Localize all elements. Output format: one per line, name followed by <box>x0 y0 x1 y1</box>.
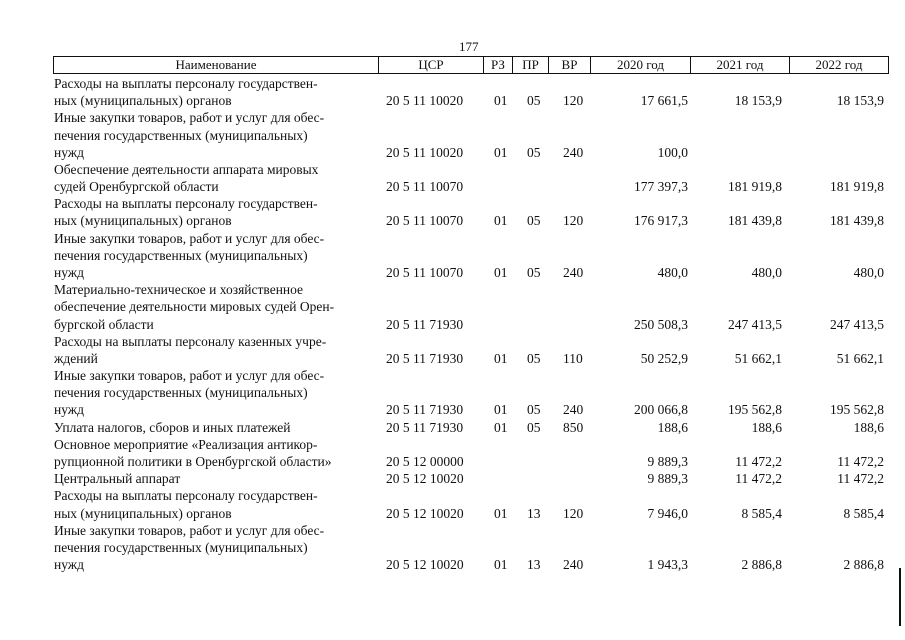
row-csr: 20 5 11 71930 <box>386 402 464 418</box>
row-pr: 05 <box>527 350 541 366</box>
row-2020-value: 50 252,9 <box>640 350 688 366</box>
row-2022-value: 480,0 <box>853 265 884 280</box>
table-row <box>0 231 905 247</box>
table-row <box>0 402 905 418</box>
row-2020-value: 7 946,0 <box>647 505 688 521</box>
row-2021-value: 247 413,5 <box>728 316 782 332</box>
table-row <box>0 93 905 109</box>
row-name: нужд <box>54 557 84 572</box>
row-2021-value: 11 472,2 <box>735 471 782 487</box>
row-2020-value: 9 889,3 <box>647 471 688 487</box>
header-vr: ВР <box>548 56 591 74</box>
row-name: нужд <box>54 402 84 418</box>
table-row <box>0 506 905 522</box>
row-rz: 01 <box>494 213 508 229</box>
row-2022-value: 18 153,9 <box>836 93 884 109</box>
table-row <box>0 557 905 573</box>
row-2021-value: 8 585,4 <box>741 505 782 521</box>
table-row <box>0 76 905 92</box>
table-row <box>0 385 905 401</box>
row-name: ных (муниципальных) органов <box>54 505 232 521</box>
row-pr: 05 <box>527 419 541 435</box>
row-name: Обеспечение деятельности аппарата мировых <box>54 161 319 177</box>
header-name: Наименование <box>53 56 379 74</box>
row-2022-value: 181 439,8 <box>830 213 884 229</box>
table-row <box>0 334 905 350</box>
row-pr: 13 <box>527 505 541 521</box>
table-row <box>0 540 905 556</box>
row-name: ных (муниципальных) органов <box>54 93 232 109</box>
row-name: ных (муниципальных) органов <box>54 213 232 229</box>
table-row <box>0 265 905 281</box>
table-row <box>0 145 905 161</box>
row-csr: 20 5 11 10070 <box>386 179 464 195</box>
row-2021-value: 188,6 <box>751 419 782 435</box>
row-vr: 120 <box>563 213 584 229</box>
row-vr: 240 <box>563 144 584 160</box>
row-csr: 20 5 11 10020 <box>386 93 464 109</box>
row-name: рупционной политики в Оренбургской области» <box>54 454 332 469</box>
row-rz: 01 <box>494 505 508 521</box>
row-name: обеспечение деятельности мировых судей Орен- <box>54 299 335 315</box>
table-row <box>0 179 905 195</box>
table-row <box>0 162 905 178</box>
row-rz: 01 <box>494 557 508 572</box>
row-name: ждений <box>54 350 98 366</box>
row-2020-value: 480,0 <box>657 265 688 280</box>
row-2022-value: 11 472,2 <box>837 454 884 469</box>
row-csr: 20 5 11 71930 <box>386 316 464 332</box>
row-name: судей Оренбургской области <box>54 179 219 195</box>
table-row <box>0 282 905 298</box>
row-vr: 240 <box>563 557 584 572</box>
row-csr: 20 5 12 00000 <box>386 454 464 469</box>
row-2021-value: 480,0 <box>751 265 782 280</box>
row-name: нужд <box>54 144 84 160</box>
row-name: Иные закупки товаров, работ и услуг для обес- <box>54 230 325 246</box>
row-2022-value: 51 662,1 <box>836 350 884 366</box>
row-csr: 20 5 11 10020 <box>386 144 464 160</box>
row-rz: 01 <box>494 144 508 160</box>
row-csr: 20 5 12 10020 <box>386 471 464 487</box>
row-name: нужд <box>54 265 84 280</box>
row-pr: 13 <box>527 557 541 572</box>
row-vr: 120 <box>563 505 584 521</box>
row-2020-value: 188,6 <box>657 419 688 435</box>
table-row <box>0 248 905 264</box>
row-rz: 01 <box>494 419 508 435</box>
row-pr: 05 <box>527 144 541 160</box>
table-row <box>0 523 905 539</box>
row-csr: 20 5 11 10070 <box>386 265 464 280</box>
row-name: Расходы на выплаты персоналу государствен- <box>54 488 318 504</box>
table-row <box>0 213 905 229</box>
row-2022-value: 2 886,8 <box>843 557 884 572</box>
table-row <box>0 110 905 126</box>
row-2021-value: 2 886,8 <box>741 557 782 572</box>
row-name: Расходы на выплаты персоналу государствен- <box>54 196 318 212</box>
scan-edge-mark <box>899 568 901 626</box>
table-row <box>0 317 905 333</box>
row-2020-value: 177 397,3 <box>634 179 688 195</box>
row-2020-value: 200 066,8 <box>634 402 688 418</box>
row-2021-value: 51 662,1 <box>734 350 782 366</box>
row-vr: 850 <box>563 419 584 435</box>
table-row <box>0 128 905 144</box>
row-vr: 240 <box>563 402 584 418</box>
row-pr: 05 <box>527 402 541 418</box>
row-2020-value: 100,0 <box>657 144 688 160</box>
table-row <box>0 454 905 470</box>
row-csr: 20 5 12 10020 <box>386 505 464 521</box>
header-2022: 2022 год <box>789 56 889 74</box>
row-name: Материально-техническое и хозяйственное <box>54 282 304 298</box>
table-row <box>0 437 905 453</box>
header-pr: ПР <box>512 56 549 74</box>
table-row <box>0 471 905 487</box>
row-name: Уплата налогов, сборов и иных платежей <box>54 419 291 435</box>
row-2020-value: 17 661,5 <box>640 93 688 109</box>
row-2022-value: 188,6 <box>853 419 884 435</box>
table-row <box>0 420 905 436</box>
row-2022-value: 8 585,4 <box>843 505 884 521</box>
row-vr: 240 <box>563 265 584 280</box>
row-2021-value: 195 562,8 <box>728 402 782 418</box>
row-rz: 01 <box>494 402 508 418</box>
row-rz: 01 <box>494 265 508 280</box>
row-vr: 110 <box>563 350 583 366</box>
row-2022-value: 195 562,8 <box>830 402 884 418</box>
table-row <box>0 299 905 315</box>
row-2022-value: 181 919,8 <box>830 179 884 195</box>
row-2020-value: 250 508,3 <box>634 316 688 332</box>
row-csr: 20 5 12 10020 <box>386 557 464 572</box>
page-number: 177 <box>459 39 479 54</box>
row-name: Расходы на выплаты персоналу казенных учре- <box>54 333 327 349</box>
row-name: печения государственных (муниципальных) <box>54 385 308 401</box>
row-2022-value: 11 472,2 <box>837 471 884 487</box>
header-csr: ЦСР <box>378 56 484 74</box>
row-name: Иные закупки товаров, работ и услуг для обес- <box>54 110 325 126</box>
row-pr: 05 <box>527 213 541 229</box>
row-2022-value: 247 413,5 <box>830 316 884 332</box>
row-vr: 120 <box>563 93 584 109</box>
row-2021-value: 18 153,9 <box>734 93 782 109</box>
row-2021-value: 181 439,8 <box>728 213 782 229</box>
row-name: печения государственных (муниципальных) <box>54 127 308 143</box>
row-2020-value: 1 943,3 <box>647 557 688 572</box>
row-name: Центральный аппарат <box>54 471 181 487</box>
row-pr: 05 <box>527 93 541 109</box>
header-2021: 2021 год <box>690 56 790 74</box>
row-2021-value: 181 919,8 <box>728 179 782 195</box>
row-name: бургской области <box>54 316 154 332</box>
row-rz: 01 <box>494 93 508 109</box>
table-row <box>0 368 905 384</box>
header-rz: РЗ <box>483 56 513 74</box>
row-name: Основное мероприятие «Реализация антикор- <box>54 436 318 452</box>
row-2020-value: 9 889,3 <box>647 454 688 469</box>
row-name: Иные закупки товаров, работ и услуг для обес- <box>54 368 325 384</box>
row-name: Иные закупки товаров, работ и услуг для обес- <box>54 522 325 538</box>
row-2020-value: 176 917,3 <box>634 213 688 229</box>
row-name: печения государственных (муниципальных) <box>54 539 308 555</box>
table-row <box>0 196 905 212</box>
row-csr: 20 5 11 10070 <box>386 213 464 229</box>
row-csr: 20 5 11 71930 <box>386 419 464 435</box>
row-2021-value: 11 472,2 <box>735 454 782 469</box>
table-row <box>0 351 905 367</box>
row-csr: 20 5 11 71930 <box>386 350 464 366</box>
row-name: печения государственных (муниципальных) <box>54 247 308 263</box>
row-rz: 01 <box>494 350 508 366</box>
row-pr: 05 <box>527 265 541 280</box>
header-2020: 2020 год <box>590 56 691 74</box>
row-name: Расходы на выплаты персоналу государствен- <box>54 76 318 91</box>
table-row <box>0 488 905 504</box>
